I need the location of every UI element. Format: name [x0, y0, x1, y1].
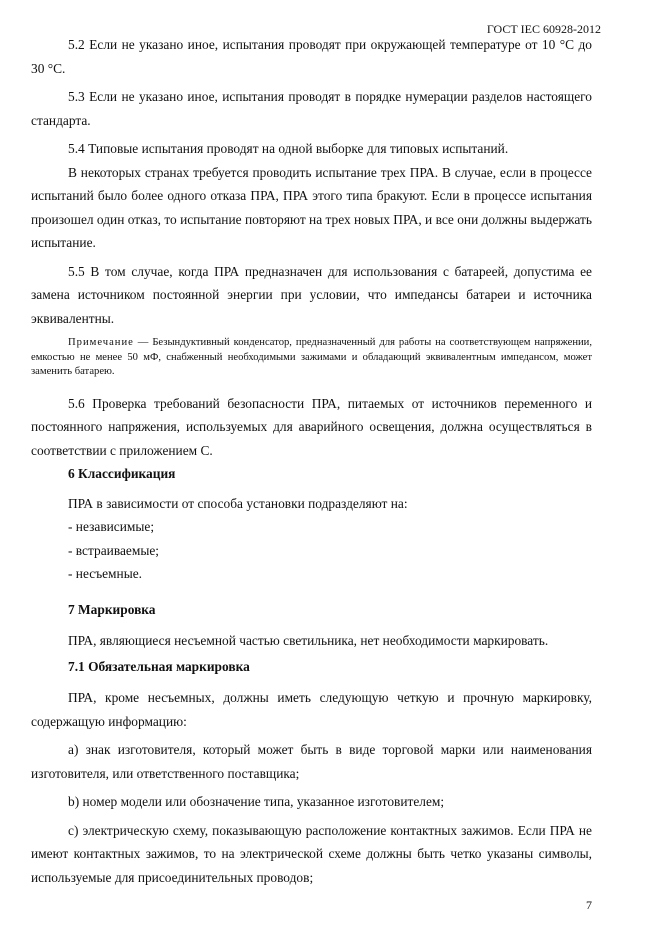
- paragraph-5-6: 5.6 Проверка требований безопасности ПРА, питаемых от источников переменного и постоянного напряжения, используемых для аварийного освещения, должна осуществляться в соответствии с приложением С.: [31, 395, 592, 458]
- paragraph-7: ПРА, являющиеся несъемной частью светильника, нет необходимости маркировать.: [68, 633, 549, 648]
- paragraph-5-2: 5.2 Если не указано иное, испытания проводят при окружающей температуре от 10 °С до 30 °С.: [31, 37, 592, 76]
- document-body: [31, 33, 592, 889]
- paragraph-7-1: ПРА, кроме несъемных, должны иметь следующую четкую и прочную маркировку, содержащую информацию:: [31, 690, 592, 729]
- section-heading-7-1: 7.1 Обязательная маркировка: [68, 658, 250, 674]
- note-label: Примечание: [68, 337, 134, 348]
- paragraph-7-1-b: b) номер модели или обозначение типа, указанное изготовителем;: [68, 794, 445, 809]
- note-text: — Безындуктивный конденсатор, предназначенный для работы на соответствующем напряжении, емкостью не менее 50 мФ, снабженный необходимыми зажимами и обладающий эквивалентным импедансом, может заменить батарею.: [31, 337, 592, 377]
- section-heading-6: 6 Классификация: [68, 466, 176, 481]
- paragraph-5-3: 5.3 Если не указано иное, испытания проводят в порядке нумерации разделов настоящего стандарта.: [31, 89, 592, 128]
- page-number: 7: [586, 898, 592, 912]
- paragraph-5-4: 5.4 Типовые испытания проводят на одной выборке для типовых испытаний.: [68, 141, 509, 156]
- section-heading-7: 7 Маркировка: [68, 601, 156, 617]
- paragraph-5-5: 5.5 В том случае, когда ПРА предназначен для использования с батареей, допустима ее замена источником постоянной энергии при условии, что импедансы батареи и источника эквивалентны.: [31, 263, 592, 326]
- list-item: - несъемные.: [68, 566, 142, 581]
- paragraph-6: ПРА в зависимости от способа установки подразделяют на:: [68, 495, 408, 511]
- paragraph-7-1-a: а) знак изготовителя, который может быть в виде торговой марки или наименования изготовителя, или ответственного поставщика;: [31, 742, 592, 781]
- paragraph-5-4-detail: В некоторых странах требуется проводить испытание трех ПРА. В случае, если в процессе испытаний было более одного отказа ПРА, ПРА этого типа бракуют. Если в процессе испытания произошел один отказ, то испытание повторяют на трех новых ПРА, и все они должны выдержать испытание.: [31, 164, 592, 250]
- document-header: ГОСТ IEC 60928-2012: [486, 22, 601, 36]
- paragraph-7-1-c: с) электрическую схему, показывающую расположение контактных зажимов. Если ПРА не имеют контактных зажимов, то на электрической схеме должны быть четко указаны символы, используемые для присоединительных проводов;: [31, 822, 592, 885]
- list-item: - независимые;: [68, 519, 155, 534]
- list-item: - встраиваемые;: [68, 542, 159, 558]
- note: [31, 336, 592, 380]
